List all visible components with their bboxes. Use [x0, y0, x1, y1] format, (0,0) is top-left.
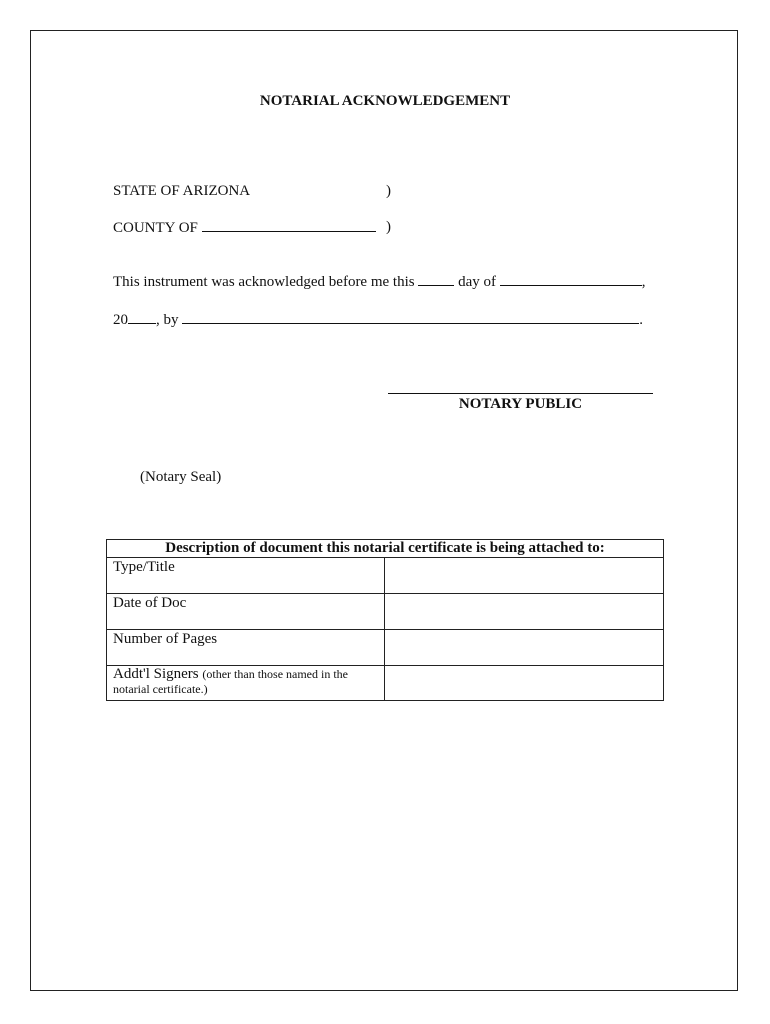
- year-blank[interactable]: [128, 310, 156, 324]
- county-blank[interactable]: [202, 218, 376, 232]
- year-by-line: [113, 310, 643, 329]
- date-of-doc-field[interactable]: [385, 594, 664, 630]
- notary-signature-line[interactable]: [388, 393, 653, 394]
- by-period: .: [639, 312, 643, 328]
- number-of-pages-field[interactable]: [385, 630, 664, 666]
- county-label: COUNTY OF: [113, 220, 198, 236]
- day-blank[interactable]: [418, 272, 454, 286]
- addtl-signers-label: Addt'l Signers: [113, 666, 199, 682]
- ack-text: This instrument was acknowledged before me this: [113, 274, 415, 290]
- month-blank[interactable]: [500, 272, 642, 286]
- county-line: [113, 218, 376, 237]
- addtl-signers-note: (other than those named in the notarial certificate.): [113, 667, 348, 696]
- by-label: , by: [156, 312, 179, 328]
- document-description-table: [106, 539, 664, 701]
- table-row: [107, 666, 664, 701]
- type-title-label: Type/Title: [107, 558, 385, 594]
- document-title: NOTARIAL ACKNOWLEDGEMENT: [259, 93, 511, 109]
- year-prefix: 20: [113, 312, 128, 328]
- day-of-label: day of: [458, 274, 496, 290]
- number-of-pages-label: Number of Pages: [107, 630, 385, 666]
- table-row: [107, 594, 664, 630]
- state-paren: ): [386, 183, 391, 199]
- table-row: [107, 558, 664, 594]
- by-blank[interactable]: [182, 310, 639, 324]
- table-header: Description of document this notarial certificate is being attached to:: [107, 540, 664, 558]
- notary-seal-label: (Notary Seal): [140, 469, 222, 485]
- acknowledgement-line: [113, 272, 646, 291]
- ack-comma: ,: [641, 274, 646, 290]
- notary-public-label: NOTARY PUBLIC: [458, 396, 583, 412]
- addtl-signers-field[interactable]: [385, 666, 664, 701]
- table-row: [107, 630, 664, 666]
- addtl-signers-cell: [107, 666, 385, 701]
- date-of-doc-label: Date of Doc: [107, 594, 385, 630]
- type-title-field[interactable]: [385, 558, 664, 594]
- page-border: [30, 30, 738, 991]
- state-line: STATE OF ARIZONA: [113, 183, 251, 199]
- county-paren: ): [386, 219, 391, 235]
